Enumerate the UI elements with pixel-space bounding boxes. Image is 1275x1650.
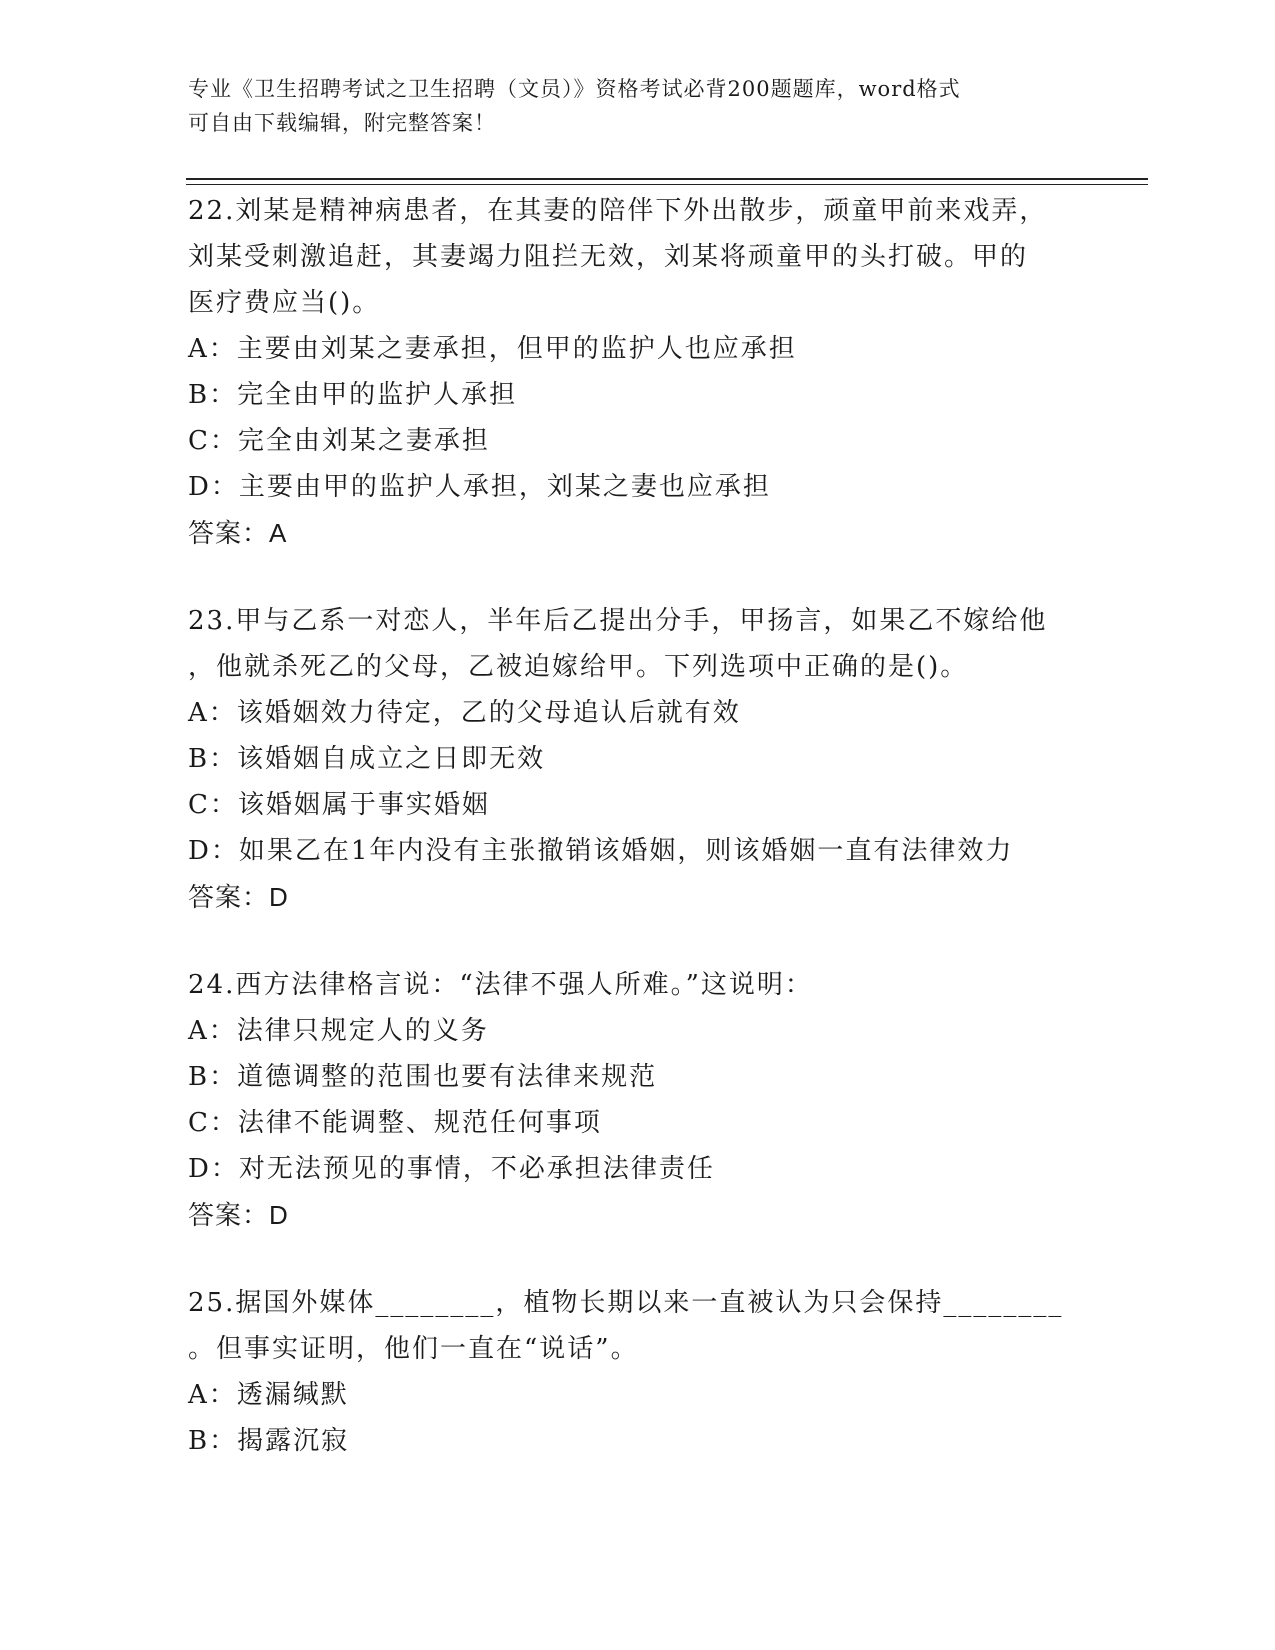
- question-23: [188, 598, 1088, 920]
- option-d: D：主要由甲的监护人承担，刘某之妻也应承担: [188, 472, 771, 502]
- answer-line: 答案：D: [188, 882, 289, 912]
- question-25: [188, 1280, 1088, 1464]
- header-line-1: 专业《卫生招聘考试之卫生招聘（文员）》资格考试必背200题题库，word格式: [188, 77, 961, 101]
- option-a: A：透漏缄默: [188, 1380, 349, 1410]
- question-stem-line: 刘某受刺激追赶，其妻竭力阻拦无效，刘某将顽童甲的头打破。甲的: [188, 242, 1029, 272]
- header-line-2: 可自由下载编辑，附完整答案！: [188, 111, 496, 135]
- option-c: C：该婚姻属于事实婚姻: [188, 790, 490, 820]
- question-list: [188, 188, 1088, 1464]
- header-rule-bottom: [186, 184, 1148, 185]
- question-spacer: [188, 1238, 1088, 1280]
- question-spacer: [188, 556, 1088, 598]
- option-a: A：该婚姻效力待定，乙的父母追认后就有效: [188, 698, 741, 728]
- document-header: [188, 72, 1088, 140]
- question-stem-line: 。但事实证明，他们一直在“说话”。: [188, 1334, 639, 1364]
- question-24: [188, 962, 1088, 1238]
- option-b: B：揭露沉寂: [188, 1426, 350, 1456]
- question-stem-line: 23.甲与乙系一对恋人，半年后乙提出分手，甲扬言，如果乙不嫁给他: [188, 606, 1048, 636]
- option-a: A：主要由刘某之妻承担，但甲的监护人也应承担: [188, 334, 797, 364]
- answer-line: 答案：D: [188, 1200, 289, 1230]
- option-d: D：对无法预见的事情，不必承担法律责任: [188, 1154, 715, 1184]
- option-b: B：道德调整的范围也要有法律来规范: [188, 1062, 658, 1092]
- question-stem-line: 22.刘某是精神病患者，在其妻的陪伴下外出散步，顽童甲前来戏弄，: [188, 196, 1048, 226]
- question-stem-line: 24.西方法律格言说：“法律不强人所难。”这说明：: [188, 970, 813, 1000]
- option-c: C：完全由刘某之妻承担: [188, 426, 490, 456]
- question-stem-line: ，他就杀死乙的父母，乙被迫嫁给甲。下列选项中正确的是()。: [188, 652, 969, 682]
- answer-line: 答案：A: [188, 518, 288, 548]
- option-b: B：该婚姻自成立之日即无效: [188, 744, 546, 774]
- option-a: A：法律只规定人的义务: [188, 1016, 489, 1046]
- option-b: B：完全由甲的监护人承担: [188, 380, 518, 410]
- question-stem-line: 25.据国外媒体________，植物长期以来一直被认为只会保持________: [188, 1288, 1064, 1318]
- question-22: [188, 188, 1088, 556]
- question-stem-line: 医疗费应当()。: [188, 288, 381, 318]
- option-c: C：法律不能调整、规范任何事项: [188, 1108, 602, 1138]
- header-rule-top: [186, 178, 1148, 180]
- option-d: D：如果乙在1年内没有主张撤销该婚姻，则该婚姻一直有法律效力: [188, 836, 1014, 866]
- question-spacer: [188, 920, 1088, 962]
